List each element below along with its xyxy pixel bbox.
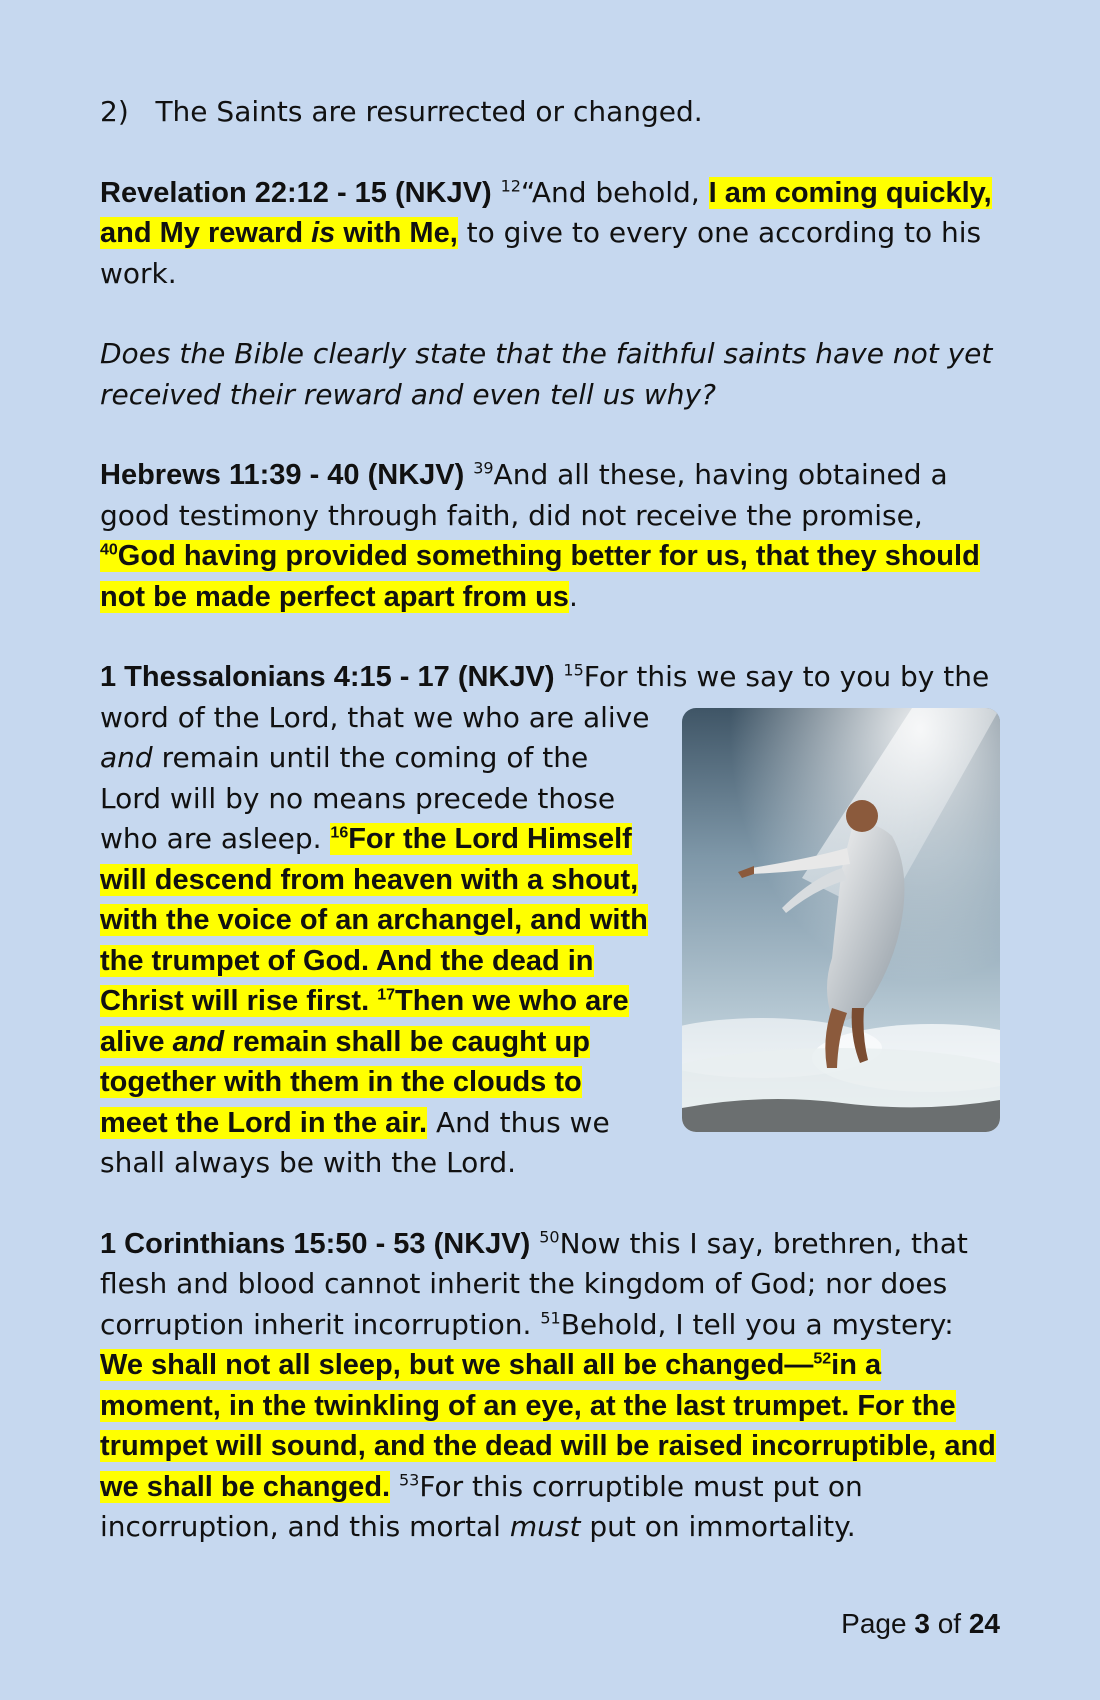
highlighted-text: [100, 540, 980, 613]
verse-number: 40: [100, 541, 118, 559]
verse-italic: and: [100, 741, 153, 774]
highlight-segment: God having provided something better for us, that they should not be made perfect apart from us: [100, 540, 980, 613]
ascension-image: [682, 708, 1000, 1132]
highlighted-text: [100, 823, 648, 1139]
highlight-segment: remain shall be caught up together with them in the clouds to meet the Lord in the air.: [100, 1025, 590, 1139]
verse-number: 51: [540, 1308, 561, 1328]
highlight-segment: I am coming quickly, and My reward: [100, 176, 992, 249]
page-number: [841, 1608, 1000, 1640]
study-question: Does the Bible clearly state that the faithful saints have not yet received their reward and even tell us why?: [100, 337, 993, 411]
document-page: [100, 92, 1000, 1588]
verse-number: 15: [563, 660, 584, 680]
verse-italic: must: [509, 1510, 581, 1543]
verse-text: For this we say to you by the word of the Lord, that we who are alive: [100, 660, 990, 734]
verse-text: “And behold,: [520, 175, 709, 209]
verse-text: to give to every one according to his work.: [100, 216, 982, 290]
ascending-man-illustration: [682, 708, 1000, 1132]
scripture-reference: Revelation 22:12 - 15 (NKJV): [100, 176, 492, 209]
hebrews-passage: [100, 455, 1000, 617]
thessalonians-passage: [100, 657, 1000, 1184]
verse-number: 53: [399, 1470, 420, 1490]
scripture-reference: 1 Corinthians 15:50 - 53 (NKJV): [100, 1227, 531, 1260]
verse-text: And thus we shall always be with the Lord.: [100, 1105, 610, 1179]
scripture-reference: 1 Thessalonians 4:15 - 17 (NKJV): [100, 661, 555, 693]
verse-number: 12: [500, 176, 521, 196]
total-pages: 24: [968, 1608, 1000, 1639]
highlight-segment: We shall not all sleep, but we shall all be changed—: [100, 1349, 814, 1381]
page-of: of: [929, 1608, 969, 1639]
verse-number: 17: [377, 986, 395, 1004]
current-page: 3: [914, 1608, 930, 1639]
punctuation: .: [568, 579, 578, 613]
verse-number: 50: [539, 1227, 560, 1247]
highlight-italic: and: [172, 1025, 225, 1058]
highlight-segment: with Me,: [335, 217, 458, 249]
highlight-segment: For the Lord Himself will descend from heaven with a shout, with the voice of an archangel, and with the trumpet of God. And the dead in Christ will rise first.: [100, 823, 648, 1017]
page-label: Page: [841, 1608, 915, 1639]
verse-text: Behold, I tell you a mystery:: [560, 1307, 954, 1341]
point-number: 2): [100, 95, 129, 128]
verse-text: For this corruptible must put on incorruption, and this mortal: [100, 1469, 863, 1543]
verse-number: 39: [473, 458, 494, 478]
verse-number: 52: [813, 1350, 832, 1368]
verse-number: 16: [330, 824, 349, 842]
scripture-reference: Hebrews 11:39 - 40 (NKJV): [100, 459, 465, 491]
highlight-italic: is: [311, 217, 336, 249]
verse-text: And all these, having obtained a good testimony through faith, did not receive the promise,: [100, 458, 948, 532]
verse-text: remain until the coming of the Lord will by no means precede those who are asleep.: [100, 741, 616, 855]
verse-text: Now this I say, brethren, that flesh and blood cannot inherit the kingdom of God; nor does corruption inherit incorruption.: [100, 1226, 968, 1341]
verse-text: put on immortality.: [580, 1510, 856, 1543]
point-text: The Saints are resurrected or changed.: [155, 95, 703, 128]
revelation-passage: [100, 173, 1000, 295]
highlight-segment: Then we who are alive: [100, 985, 629, 1058]
point-heading: [100, 92, 1000, 133]
spacer: [390, 1470, 399, 1503]
corinthians-passage: [100, 1224, 1000, 1548]
highlight-segment: in a moment, in the twinkling of an eye, at the last trumpet. For the trumpet will sound, and the dead will be raised incorruptible, and we shall be changed.: [100, 1349, 996, 1503]
